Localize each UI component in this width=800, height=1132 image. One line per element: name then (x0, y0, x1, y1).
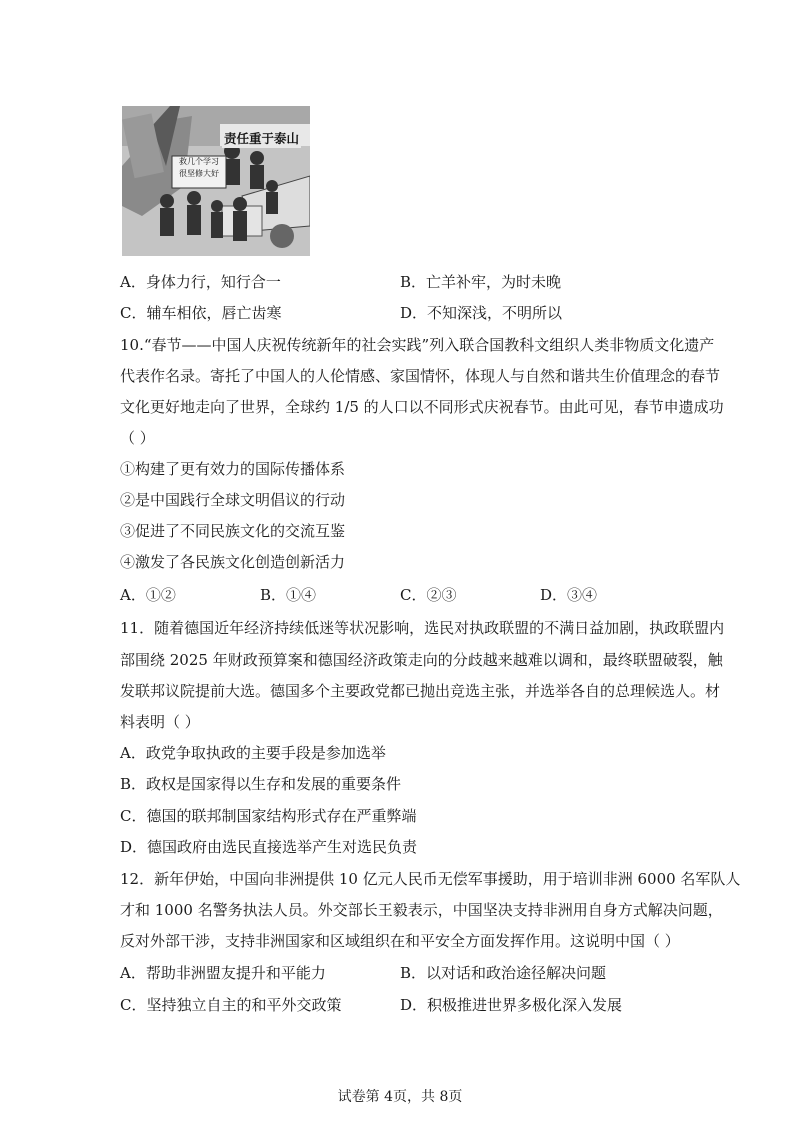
q9-option-c[interactable]: C．辅车相依，唇亡齿寒 (120, 304, 282, 322)
q11-option-c[interactable]: C．德国的联邦制国家结构形式存在严重弊端 (120, 807, 417, 825)
q11-option-b[interactable]: B．政权是国家得以生存和发展的重要条件 (120, 775, 402, 793)
cartoon-speech-bubble: 救几个学习 很坚修大好 (179, 157, 219, 178)
q10-stem-line: 10.“春节——中国人庆祝传统新年的社会实践”列入联合国教科文组织人类非物质文化遗产 (120, 336, 715, 354)
q9-option-d[interactable]: D．不知深浅，不明所以 (400, 304, 563, 322)
q10-option-a[interactable]: A．①② (120, 586, 176, 604)
q11-stem-line: 11．随着德国近年经济持续低迷等状况影响，选民对执政联盟的不满日益加剧，执政联盟内 (120, 619, 725, 637)
q12-stem-line: 才和 1000 名警务执法人员。外交部长王毅表示，中国坚决支持非洲用自身方式解决问题， (120, 901, 723, 919)
q9-option-b[interactable]: B．亡羊补牢，为时未晚 (400, 273, 562, 291)
q10-item-3: ③促进了不同民族文化的交流互鉴 (120, 522, 346, 540)
q10-item-1: ①构建了更有效力的国际传播体系 (120, 460, 346, 478)
q12-stem-line: 反对外部干涉，支持非洲国家和区域组织在和平安全方面发挥作用。这说明中国（ ） (120, 932, 680, 950)
q11-stem-line: 部围绕 2025 年财政预算案和德国经济政策走向的分歧越来越难以调和，最终联盟破裂，触 (120, 651, 723, 669)
q11-option-d[interactable]: D．德国政府由选民直接选举产生对选民负责 (120, 838, 418, 856)
q10-option-b[interactable]: B．①④ (260, 586, 317, 604)
q12-option-b[interactable]: B．以对话和政治途径解决问题 (400, 964, 607, 982)
q11-option-a[interactable]: A．政党争取执政的主要手段是参加选举 (120, 744, 386, 762)
cartoon-title: 责任重于泰山 (222, 128, 301, 148)
q10-option-d[interactable]: D．③④ (540, 586, 598, 604)
q12-option-a[interactable]: A．帮助非洲盟友提升和平能力 (120, 964, 326, 982)
q10-answer-blank: （ ） (120, 429, 155, 447)
q10-item-4: ④激发了各民族文化创造创新活力 (120, 553, 346, 571)
q9-option-a[interactable]: A．身体力行，知行合一 (120, 273, 281, 291)
q12-stem-line: 12．新年伊始，中国向非洲提供 10 亿元人民币无偿军事援助，用于培训非洲 6000 名军队人 (120, 870, 741, 888)
q11-answer-blank: 料表明（ ） (120, 713, 200, 731)
q10-stem-line: 代表作名录。寄托了中国人的人伦情感、家国情怀，体现人与自然和谐共生价值理念的春节 (120, 367, 721, 385)
q10-item-2: ②是中国践行全球文明倡议的行动 (120, 491, 346, 509)
page-footer: 试卷第 4页，共 8页 (337, 1089, 463, 1105)
q11-stem-line: 发联邦议院提前大选。德国多个主要政党都已抛出竞选主张，并选举各自的总理候选人。材 (120, 682, 721, 700)
q10-stem-line: 文化更好地走向了世界，全球约 1/5 的人口以不同形式庆祝春节。由此可见，春节申遗成功 (120, 398, 724, 416)
q12-option-d[interactable]: D．积极推进世界多极化深入发展 (400, 996, 623, 1014)
q12-option-c[interactable]: C．坚持独立自主的和平外交政策 (120, 996, 342, 1014)
q10-option-c[interactable]: C．②③ (400, 586, 457, 604)
